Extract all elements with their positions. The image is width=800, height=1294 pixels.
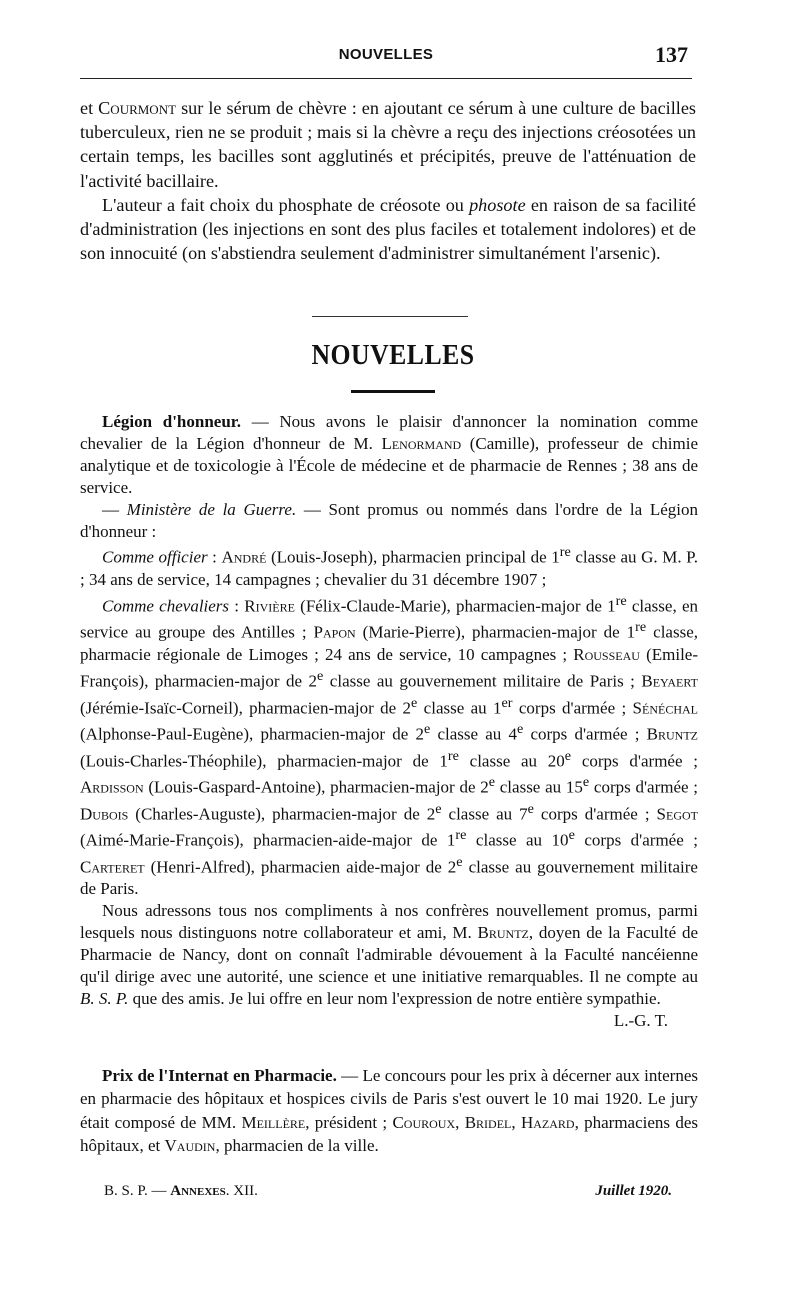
prix-heading: Prix de l'Internat en Pharmacie. [102, 1066, 337, 1085]
page-number: 137 [655, 42, 688, 67]
footer-date: Juillet 1920. [595, 1183, 672, 1199]
prix-paragraph: Prix de l'Internat en Pharmacie. — Le concours pour les prix à décerner aux internes en pharmacie des hôpitaux et hospices civils de Paris s'est ouvert le 10 mai 1920. Le jury était composé de MM. Meillère, président ; Couroux, Bridel, Hazard, pharmaciens des hôpitaux, et Vaudin, pharmacien de la ville. [80, 1066, 698, 1155]
continuation-text [80, 96, 696, 265]
signature: L.-G. T. [613, 1010, 668, 1030]
header-rule [80, 78, 692, 79]
continuation-paragraph-1: et Courmont sur le sérum de chèvre : en ajoutant ce sérum à une culture de bacilles tuberculeux, rien ne se produit ; mais si la chèvre a reçu des injections créosotées un certain temps, les bacilles sont agglutinés et précipités, preuve de l'atténuation de l'activité bacillaire. [80, 98, 696, 191]
section-separator [312, 316, 468, 317]
legion-paragraph: Légion d'honneur. — Nous avons le plaisir d'annoncer la nomination comme chevalier de la Légion d'honneur de M. Lenormand (Camille), professeur de chimie analytique et de toxicologie à l'École de médecine et de pharmacie de Rennes ; 38 ans de service. [80, 412, 698, 497]
chevaliers-paragraph: Comme chevaliers : Rivière (Félix-Claude-Marie), pharmacien-major de 1re classe, en service au groupe des Antilles ; Papon (Marie-Pierre), pharmacien-major de 1re classe, pharmacie régionale de Limoges ; 24 ans de service, 10 campagnes ; Rousseau (Emile-François), pharmacien-major de 2e classe au gouvernement militaire de Paris ; Beyaert (Jérémie-Isaïc-Corneil), pharmacien-major de 2e classe au 1er corps d'armée ; Sénéchal (Alphonse-Paul-Eugène), pharmacien-major de 2e classe au 4e corps d'armée ; Bruntz (Louis-Charles-Théophile), pharmacien-major de 1re classe au 20e corps d'armée ; Ardisson (Louis-Gaspard-Antoine), pharmacien-major de 2e classe au 15e corps d'armée ; Dubois (Charles-Auguste), pharmacien-major de 2e classe au 7e corps d'armée ; Segot (Aimé-Marie-François), pharmacien-aide-major de 1re classe au 10e corps d'armée ; Carteret (Henri-Alfred), pharmacien aide-major de 2e classe au gouvernement militaire de Paris. [80, 592, 698, 899]
officier-paragraph: Comme officier : André (Louis-Joseph), pharmacien principal de 1re classe au G. M. P. ; 34 ans de service, 14 campagnes ; chevalier du 31 décembre 1907 ; [80, 544, 698, 589]
author-name: Courmont [98, 98, 177, 118]
ministere-paragraph: — Ministère de la Guerre. — Sont promus ou nommés dans l'ordre de la Légion d'honneur : [80, 499, 698, 541]
nouvelles-body [80, 411, 698, 1032]
prix-section [80, 1064, 698, 1157]
footer-left: B. S. P. — Annexes. XII. [104, 1183, 258, 1199]
legion-heading: Légion d'honneur. [102, 412, 242, 431]
drug-name: phosote [469, 194, 526, 215]
compliments-paragraph: Nous adressons tous nos compliments à nos confrères nouvellement promus, parmi lesquels nous distinguons notre collaborateur et ami, M. Bruntz, doyen de la Faculté de Pharmacie de Nancy, dont on connaît l'admirable dévouement à la Faculté nancéienne qu'il dirige avec une autorité, une science et une initiative remarquables. Il ne compte au B. S. P. que des amis. Je lui offre en leur nom l'expression de notre entière sympathie. [80, 901, 699, 1008]
running-title: NOUVELLES [338, 46, 434, 63]
section-title: NOUVELLES [311, 340, 475, 371]
running-head [80, 42, 692, 72]
continuation-paragraph-2: L'auteur a fait choix du phosphate de créosote ou phosote en raison de sa facilité d'administration (les injections en sont des plus faciles et totalement indolores) et de son innocuité (on s'abstiendra seulement d'administrer simultanément l'arsenic). [80, 194, 697, 264]
title-underline [351, 390, 435, 393]
